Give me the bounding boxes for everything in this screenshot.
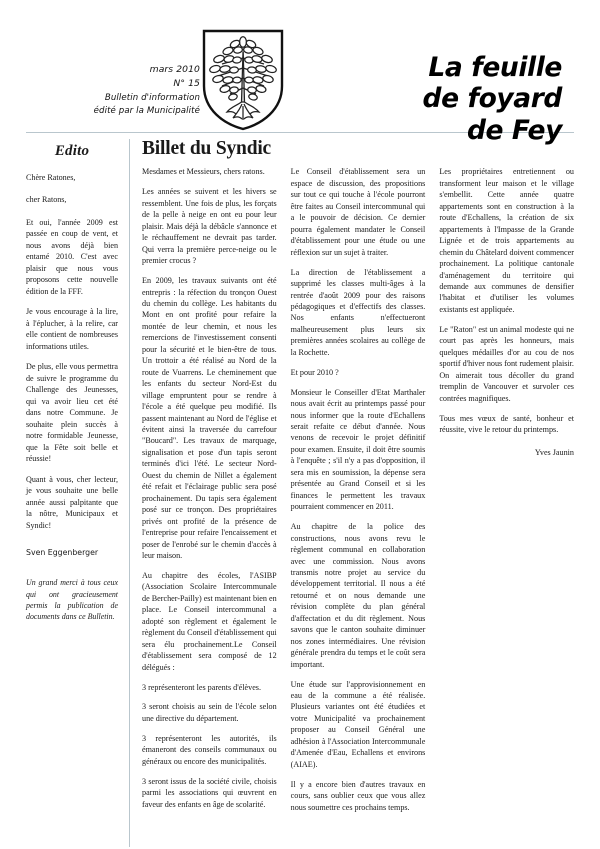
edito-paragraph: De plus, elle vous permettra de suivre le programme du Challenge des Jeunesses, qui va avoir lieu cet été dans notre Commune. Je souhaite plein succès à notre formidable Jeunesse, que la Fête soit belle et réussie! [26,362,118,464]
article-paragraph: 3 seront choisis au sein de l'école selon une directive du département. [142,702,277,723]
issue-date: mars 2010 [149,64,200,75]
article-paragraph: 3 seront issus de la société civile, choisis parmi les associations qui œuvrent en faveur des enfants en âge de scolarité. [142,776,277,809]
article-paragraph: La direction de l'établissement a supprimé les classes multi-âges à la rentrée d'août 2009 pour des raisons pédagogiques et d'effectifs des classes. Nos enfants n'effectueront malheureusement plus leurs six premières années scolaires au collège de la Rochette. [290,267,426,357]
edito-paragraph: Et oui, l'année 2009 est passée en coup de vent, et nous avons déjà bien entamé 2010. C'est avec plaisir que nous vous proposons cette nouvelle édition de la FFF. [26,217,118,296]
newsletter-title-line2: de foyard [422,83,562,115]
edito-salutation-line2: cher Ratons, [26,195,67,205]
edito-column [26,139,130,847]
page-content [0,133,600,847]
article-paragraph: Il y a encore bien d'autres travaux en cours, sans oublier ceux que vous allez nous soumettre ces prochains temps. [290,779,426,812]
article-paragraph: Une étude sur l'approvisionnement en eau de la commune a été réalisée. Plusieurs variantes ont été étudiées et votre Municipalité va prochainement proposer au Conseil Général une adhésion à l'Association Intercommunale d'Amenée d'Eau, Echallens et environs (AIAE). [290,679,426,769]
issue-number: N° 15 [173,78,200,90]
article-paragraph: 3 représenteront les autorités, ils émaneront des conseils communaux ou généraux ou encore des municipalités. [142,733,277,766]
edito-paragraph: Je vous encourage à la lire, à l'éplucher, à la relire, car elle contient de nombreuses informations utiles. [26,307,118,351]
article-paragraph: Mesdames et Messieurs, chers ratons. [142,167,265,177]
masthead [0,0,600,146]
edito-signature: Sven Eggenberger [26,548,99,558]
article-paragraph: 3 représenteront les parents d'élèves. [142,682,262,692]
coat-of-arms-beech-tree-icon [200,26,286,132]
newsletter-title-line3: de Fey [466,114,562,146]
article-author: Yves Jaunin [534,448,574,458]
article-title: Billet du Syndic [142,138,272,159]
article-paragraph: Monsieur le Conseiller d'Etat Marthaler nous avait écrit au printemps passé pour nous informer que la route d'Echallens serait refaite ce début d'année. Nous venons de recevoir le projet définitif pour examen. Ensuite, il doit être soumis à l'enquête ; s'il n'y a pas d'opposition, il sera mis en soumission, la dépense sera présentée au Grand Conseil et si les finances le permettent les travaux pourraient commencer en 2011. [290,387,426,512]
article-paragraph: Les années se suivent et les hivers se ressemblent. Une fois de plus, les forçats de la pelle à neige en ont eu pour leur plaisir. Mais déjà la débâcle s'annonce et le réchauffement ne devrait pas tarder. Qui verra la première perce-neige ou le premier crocus ? [142,187,277,266]
article-paragraph: Le Conseil d'établissement sera un espace de discussion, des propositions sur tout ce qui touche à l'école pourront être faites au Conseil intercommunal qui a le pouvoir de décision. Ce dernier pourra également mandater le Conseil d'établissement pour une étude ou une réflexion sur un sujet à traiter. [290,167,426,257]
edito-title: Edito [54,143,90,159]
article-paragraph: Et pour 2010 ? [290,367,339,377]
bulletin-subtitle-line1: Bulletin d'information [104,92,200,103]
edito-acknowledgement: Un grand merci à tous ceux qui ont gracieusement permis la publication de documents dans ce Bulletin. [26,578,118,622]
masthead-issue-info [30,26,200,118]
article-paragraph: Les propriétaires entretiennent ou transforment leur maison et le village s'embellit. Cette année quatre appartements sont en construction à la route d'Echallens, la création de six appartements à l'Impasse de la Grande Lignée et de trois appartements au chemin du Châtelard doivent commencer prochainement. La politique cantonale d'aménagement du territoire qui demande aux communes de densifier l'habitat et d'utiliser les volumes existants est appliquée. [439,167,574,314]
article-body [142,166,574,838]
article-paragraph: Au chapitre des écoles, l'ASIBP (Association Scolaire Intercommunale de Bercher-Pailly) est maintenant bien en place. Le Conseil intercommunal a adopté son règlement et également le règlement du Conseil d'établissement qui sera élu prochainement.Le Conseil d'établissement sera composé de 12 délégués : [142,570,277,672]
bulletin-subtitle-line2: édité par la Municipalité [93,105,200,116]
newsletter-title-line1: La feuille [428,52,562,83]
newsletter-title [286,26,570,146]
edito-paragraph: Quant à vous, cher lecteur, je vous souhaite une belle année aussi palpitante que la nôtre, Municipaux et Syndic! [26,474,118,530]
article-column [130,139,574,847]
article-paragraph: Tous mes vœux de santé, bonheur et réussite, vive le retour du printemps. [439,413,574,434]
article-paragraph: Le "Raton" est un animal modeste qui ne court pas après les honneurs, mais quelques médailles d'or au cou de nos sportif d'hiver nous font rudement plaisir. On aimerait tous décoller du grand tremplin de Vancouver et survoler ces contrées magnifiques. [439,324,574,403]
article-paragraph: En 2009, les travaux suivants ont été entrepris : la réfection du tronçon Ouest du chemin du collège. Les habitants du Mont en ont profité pour refaire la montée de leur chemin, et nous les remercions de l'investissement consenti pour la sécurité et le bien-être de tous. Un trottoir a été réalisé au Nord de la route de Vuarrens. Le cheminement que les enfants du secteur Nord-Est du village empruntent pour se rendre à l'école a été quelque peu modifié. Ils passent maintenant au Nord de l'église et évitent ainsi la traversée du carrefour "Boucard". Les travaux de marquage, signalisation et pose d'un tapis seront terminés d'ici l'été. Le secteur Nord-Ouest du chemin de Nillet a également été refait et l'éclairage public sera posé prochainement. Du tapis sera également posé sur ce tronçon. Des propriétaires privés ont profité de la présence de l'entreprise pour refaire l'encaissement et poser de l'enrobé sur le chemin d'accès à leur maison. [142,276,277,560]
article-paragraph: Au chapitre de la police des constructions, nous avons revu le règlement communal en collaboration avec une commission. Nous avons transmis notre projet au service du développement territorial. Il nous a été retourné et on nous demande une révision complète du plan général d'affectation et du dit règlement. Nous savons que le canton souhaite diminuer nos zones intermédiaires. Une révision générale prendra du temps et le coût sera important. [290,522,426,669]
edito-salutation-line1: Chère Ratones, [26,173,76,182]
